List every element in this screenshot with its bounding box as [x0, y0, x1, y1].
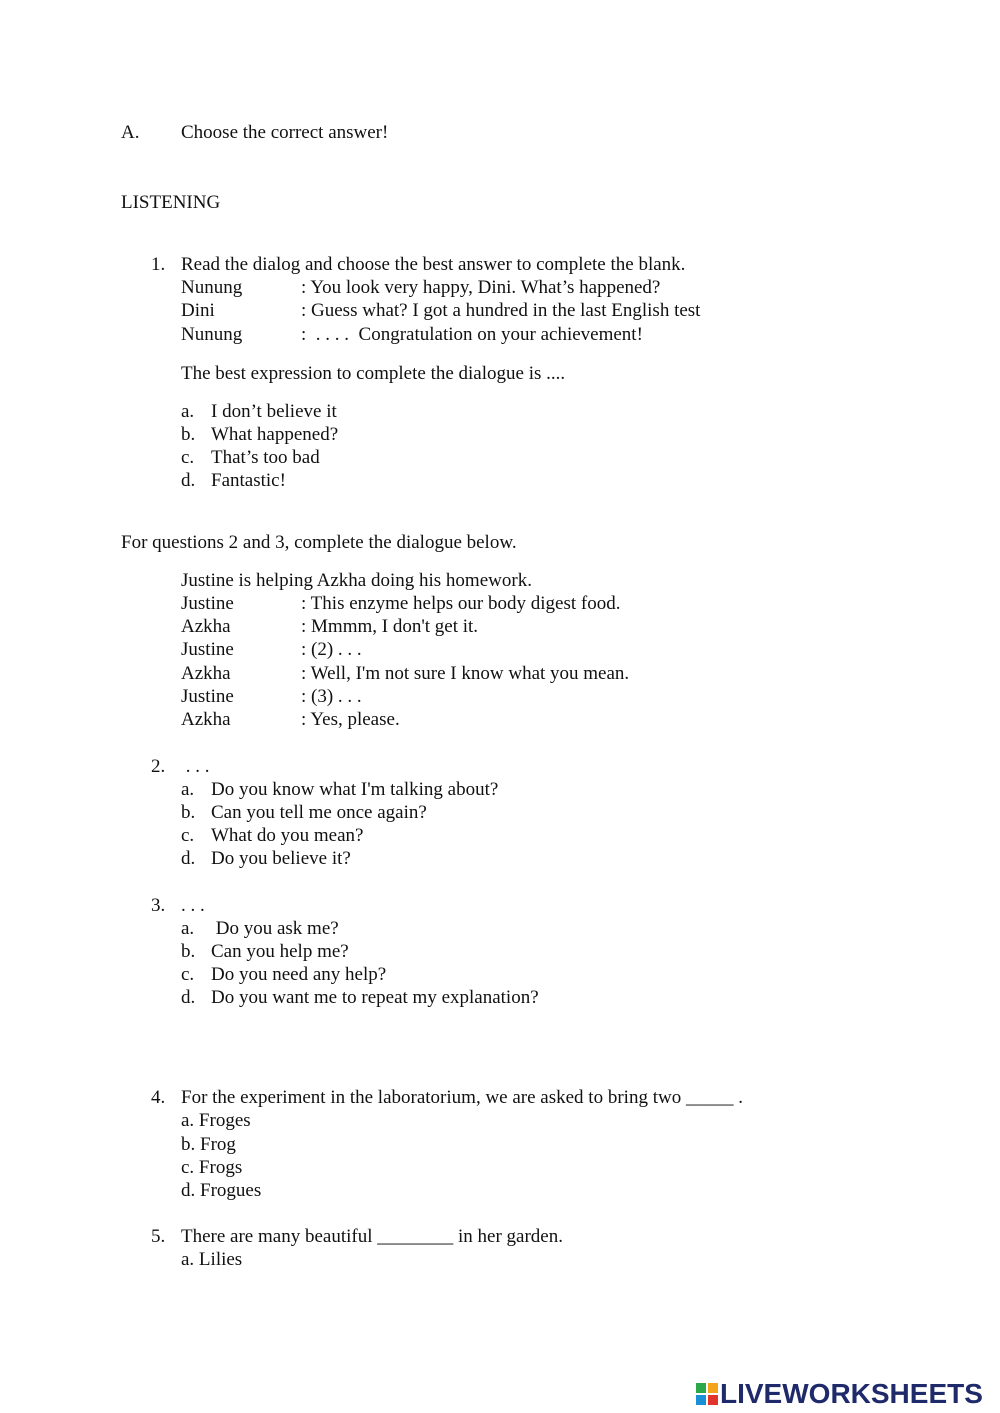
- q2-option-text[interactable]: Do you believe it?: [211, 848, 351, 869]
- logo-text: LIVEWORKSHEETS: [720, 1378, 983, 1409]
- group23-dialog-line: : Well, I'm not sure I know what you mean.: [301, 663, 630, 684]
- q5-stem: There are many beautiful ________ in her garden.: [181, 1226, 563, 1247]
- group23-dialog-speaker: Azkha: [181, 616, 231, 637]
- group23-context: Justine is helping Azkha doing his homework.: [181, 570, 532, 591]
- q4-option[interactable]: a. Froges: [181, 1110, 251, 1131]
- q1-option-text[interactable]: I don’t believe it: [211, 401, 337, 422]
- q1-option-letter: b.: [181, 424, 196, 445]
- group23-dialog-speaker: Azkha: [181, 709, 231, 730]
- group23-intro: For questions 2 and 3, complete the dialogue below.: [121, 532, 517, 553]
- q3-option-text[interactable]: Do you need any help?: [211, 964, 387, 985]
- section-instruction: Choose the correct answer!: [181, 122, 389, 143]
- q1-question: The best expression to complete the dialogue is ....: [181, 363, 566, 384]
- q2-option-letter: c.: [181, 825, 195, 846]
- group23-dialog-line: : Mmmm, I don't get it.: [301, 616, 479, 637]
- q1-dialog-line: : You look very happy, Dini. What’s happened?: [301, 277, 661, 298]
- q2-option-text[interactable]: Can you tell me once again?: [211, 802, 427, 823]
- q2-option-text[interactable]: What do you mean?: [211, 825, 364, 846]
- q1-option-letter: d.: [181, 470, 196, 491]
- q2-stem: . . .: [181, 756, 210, 777]
- q1-option-letter: c.: [181, 447, 195, 468]
- q4-option[interactable]: c. Frogs: [181, 1157, 243, 1178]
- group23-dialog-speaker: Azkha: [181, 663, 231, 684]
- group23-dialog-line: : This enzyme helps our body digest food.: [301, 593, 621, 614]
- q3-option-letter: a.: [181, 918, 195, 939]
- group23-dialog-speaker: Justine: [181, 593, 234, 614]
- q1-dialog-speaker: Nunung: [181, 277, 243, 298]
- q5-option[interactable]: a. Lilies: [181, 1249, 243, 1270]
- q1-dialog-speaker: Dini: [181, 300, 215, 321]
- q5-number: 5.: [151, 1226, 166, 1247]
- q4-option[interactable]: d. Frogues: [181, 1180, 262, 1201]
- q1-option-letter: a.: [181, 401, 195, 422]
- q3-option-text[interactable]: Do you want me to repeat my explanation?: [211, 987, 539, 1008]
- group23-dialog-speaker: Justine: [181, 686, 234, 707]
- q1-option-text[interactable]: Fantastic!: [211, 470, 286, 491]
- q2-option-letter: b.: [181, 802, 196, 823]
- q2-option-letter: a.: [181, 779, 195, 800]
- group23-dialog-speaker: Justine: [181, 639, 234, 660]
- q1-dialog-line: : . . . . Congratulation on your achievement!: [301, 324, 643, 345]
- q1-option-text[interactable]: That’s too bad: [211, 447, 320, 468]
- q4-option[interactable]: b. Frog: [181, 1134, 236, 1155]
- q3-option-letter: c.: [181, 964, 195, 985]
- q3-option-letter: d.: [181, 987, 196, 1008]
- group23-dialog-line: : Yes, please.: [301, 709, 400, 730]
- q3-stem: . . .: [181, 895, 205, 916]
- group23-dialog-line: : (3) . . .: [301, 686, 362, 707]
- logo-blocks-icon: [696, 1383, 718, 1405]
- q1-option-text[interactable]: What happened?: [211, 424, 339, 445]
- q2-option-text[interactable]: Do you know what I'm talking about?: [211, 779, 499, 800]
- section-letter: A.: [121, 122, 140, 143]
- q4-number: 4.: [151, 1087, 166, 1108]
- q3-option-text[interactable]: Do you ask me?: [211, 918, 339, 939]
- q3-option-letter: b.: [181, 941, 196, 962]
- q1-prompt: Read the dialog and choose the best answer to complete the blank.: [181, 254, 686, 275]
- q3-option-text[interactable]: Can you help me?: [211, 941, 349, 962]
- q1-number: 1.: [151, 254, 166, 275]
- q3-number: 3.: [151, 895, 166, 916]
- group23-dialog-line: : (2) . . .: [301, 639, 362, 660]
- listening-heading: LISTENING: [121, 192, 221, 213]
- q2-option-letter: d.: [181, 848, 196, 869]
- q1-dialog-speaker: Nunung: [181, 324, 243, 345]
- q4-stem: For the experiment in the laboratorium, we are asked to bring two _____ .: [181, 1087, 743, 1108]
- q2-number: 2.: [151, 756, 166, 777]
- q1-dialog-line: : Guess what? I got a hundred in the last English test: [301, 300, 701, 321]
- liveworksheets-logo: [696, 1379, 983, 1409]
